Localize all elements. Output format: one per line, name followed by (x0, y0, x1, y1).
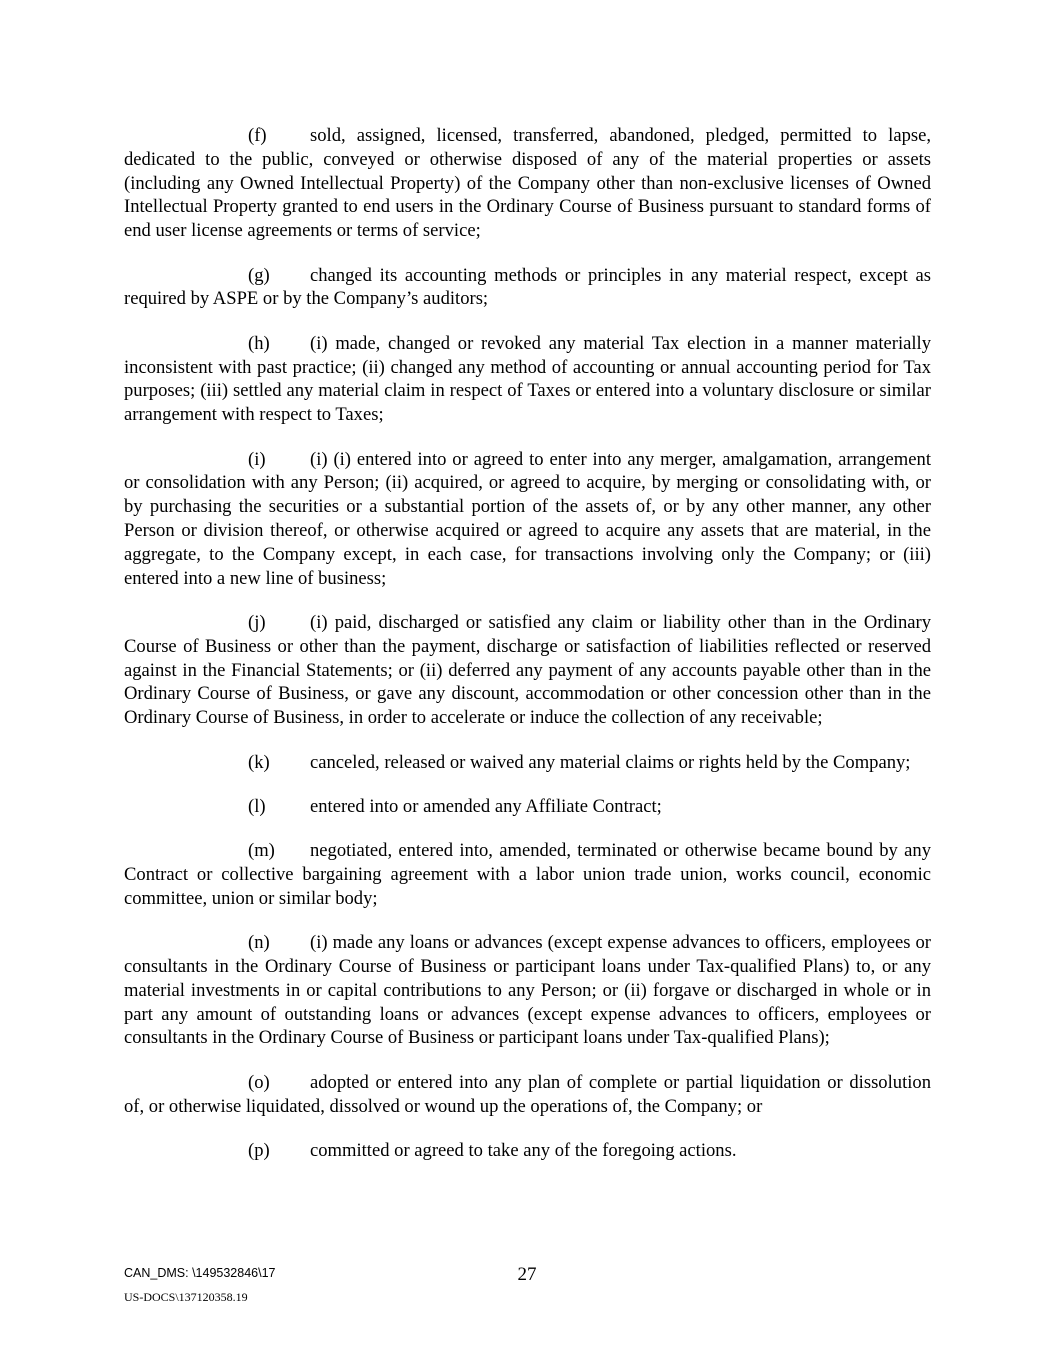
clause-text: (i) made, changed or revoked any material Tax election in a manner materially inconsistent with past practice; (ii) changed any method of accounting or annual accounting period for Tax purposes; (iii) settled any material claim in respect of Taxes or entered into a voluntary disclosure or similar arrangement with respect to Taxes; (124, 332, 931, 426)
clause-text: sold, assigned, licensed, transferred, abandoned, pledged, permitted to lapse, dedicated to the public, conveyed or otherwise disposed of any of the material properties or assets (including any Owned Intellectual Property) of the Company other than non-exclusive licenses of Owned Intellectual Property granted to end users in the Ordinary Course of Business pursuant to standard forms of end user license agreements or terms of service; (124, 125, 931, 242)
clause-label: (j) (248, 611, 266, 633)
clause-label: (k) (248, 751, 270, 773)
clause-label: (m) (248, 840, 275, 862)
clause-text: (i) made any loans or advances (except expense advances to officers, employees or consultants in the Ordinary Course of Business or participant loans under Tax-qualified Plans) to, or any material investments in or capital contributions to any Person; or (ii) forgave or discharged in whole or in part any amount of outstanding loans or advances (except expense advances to officers, employees or consultants in the Ordinary Course of Business or participant loans under Tax-qualified Plans); (124, 932, 931, 1049)
clause-p (124, 1139, 931, 1163)
clause-label: (l) (248, 795, 266, 817)
clause-text: changed its accounting methods or principles in any material respect, except as required by ASPE or by the Company’s auditors; (124, 264, 931, 310)
clause-text: canceled, released or waived any material claims or rights held by the Company; (310, 751, 911, 773)
clause-label: (o) (248, 1071, 270, 1093)
clause-k (124, 751, 931, 775)
clause-text: entered into or amended any Affiliate Contract; (310, 795, 662, 817)
clause-text: committed or agreed to take any of the foregoing actions. (310, 1140, 737, 1162)
clause-text: negotiated, entered into, amended, terminated or otherwise became bound by any Contract or collective bargaining agreement with a labor union trade union, works council, economic committee, union or similar body; (124, 840, 931, 909)
footer-doc-id-secondary: US-DOCS\137120358.19 (124, 1290, 248, 1304)
clause-text: (i) (i) entered into or agreed to enter into any merger, amalgamation, arrangement or consolidation with any Person; (ii) acquired, or agreed to acquire, by merging or consolidating with, or by purchasing the securities or a substantial portion of the assets of, or by any other manner, any other Person or division thereof, or otherwise acquired or agreed to acquire any assets that are material, in the aggregate, to the Company except, in each case, for transactions involving only the Company; or (iii) entered into a new line of business; (124, 448, 931, 589)
clause-label: (h) (248, 332, 270, 354)
clause-o (124, 1071, 931, 1119)
clause-label: (f) (248, 125, 267, 146)
clause-l (124, 795, 931, 819)
clause-f (124, 124, 931, 243)
clause-n (124, 931, 931, 1050)
clause-j (124, 611, 931, 730)
footer-doc-id-primary: CAN_DMS: \149532846\17 (124, 1266, 276, 1280)
clause-label: (n) (248, 932, 270, 954)
clause-text: adopted or entered into any plan of complete or partial liquidation or dissolution of, or otherwise liquidated, dissolved or wound up the operations of, the Company; or (124, 1071, 931, 1117)
clause-g (124, 264, 931, 312)
clause-m (124, 839, 931, 910)
clause-label: (g) (248, 264, 270, 286)
clause-i (124, 448, 931, 591)
clause-h (124, 332, 931, 427)
clause-text: (i) paid, discharged or satisfied any claim or liability other than in the Ordinary Course of Business or other than the payment, discharge or satisfaction of liabilities reflected or reserved against in the Financial Statements; or (ii) deferred any payment of any accounts payable other than in the Ordinary Course of Business, or gave any discount, accommodation or other concession other than in the Ordinary Course of Business, in order to accelerate or induce the collection of any receivable; (124, 611, 931, 729)
clause-label: (i) (248, 448, 266, 470)
clause-label: (p) (248, 1140, 270, 1162)
page-number: 27 (517, 1264, 537, 1285)
document-body (124, 124, 931, 1183)
